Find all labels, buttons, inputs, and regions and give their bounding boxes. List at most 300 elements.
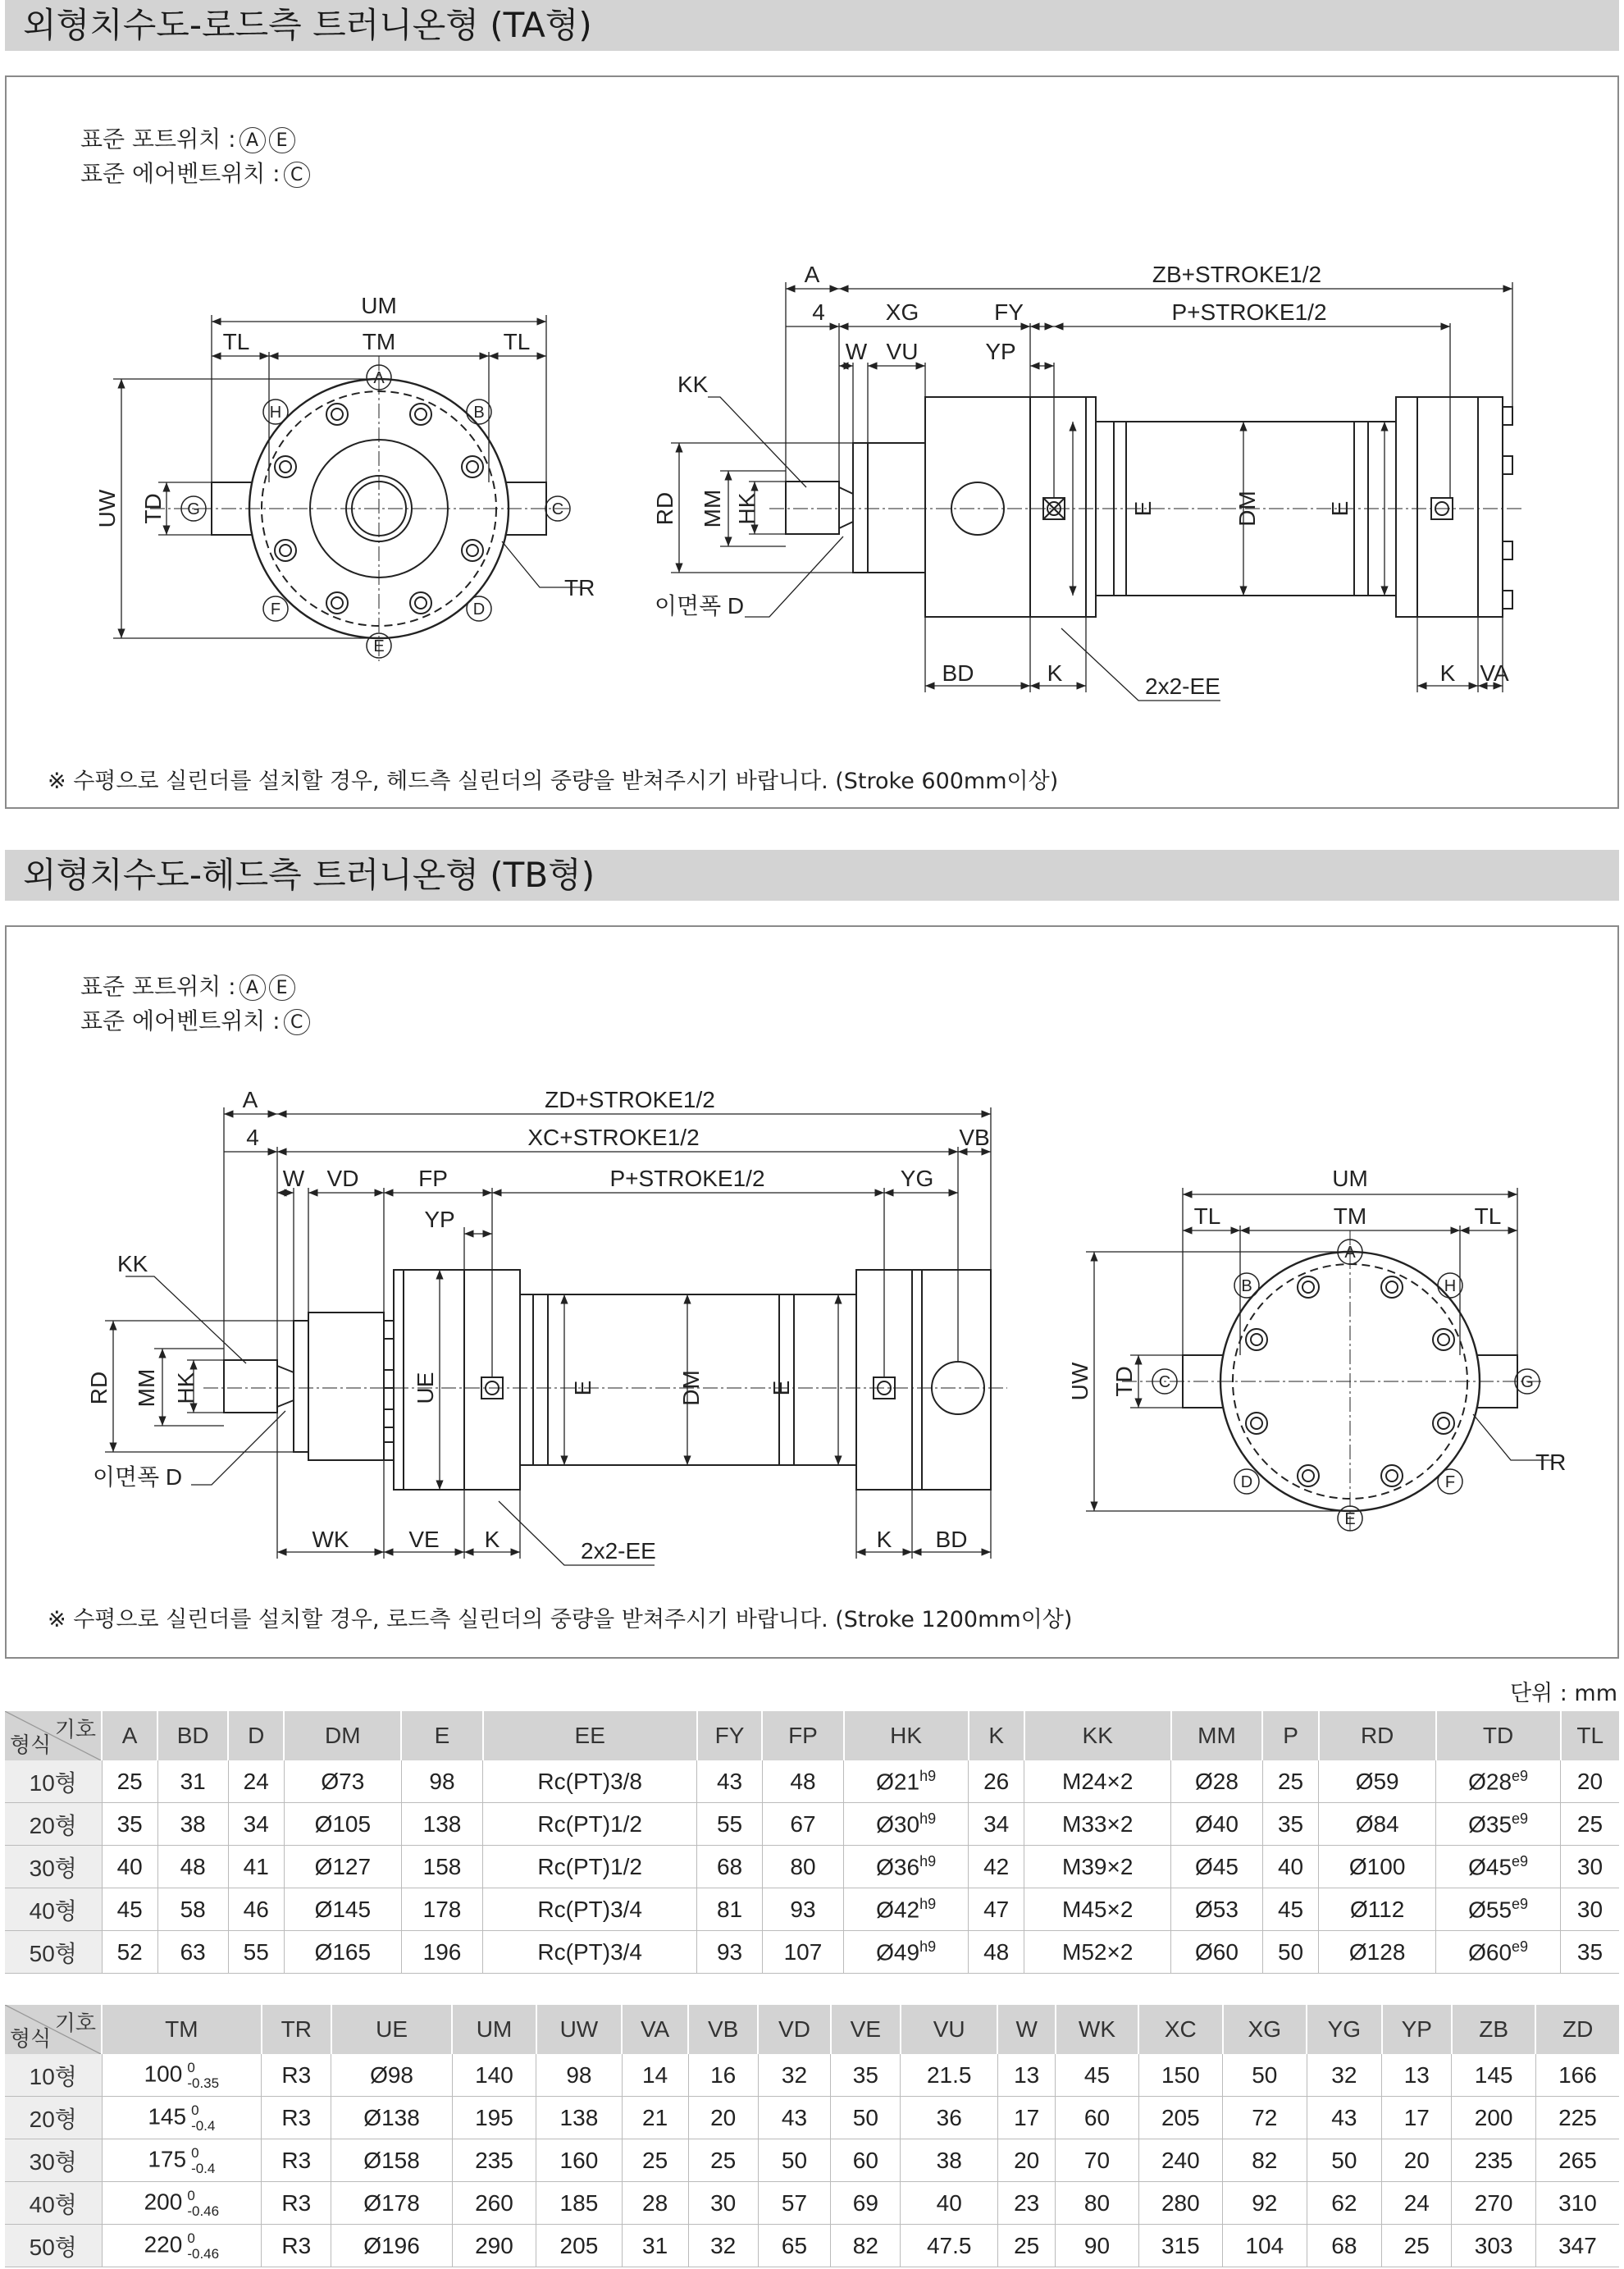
tb-side-rd: RD: [86, 1371, 112, 1405]
column-header-vb: VB: [688, 2005, 758, 2054]
cell-value: R3: [281, 2104, 312, 2130]
cell-ue: [331, 2225, 452, 2267]
cell-tr: [262, 2054, 331, 2097]
cell-value: 175: [148, 2145, 187, 2171]
cell-ue: [331, 2054, 452, 2097]
column-header-k: K: [969, 1711, 1024, 1760]
cell-value: 50: [1252, 2061, 1278, 2088]
cell-value: 166: [1558, 2061, 1597, 2088]
cell-fp: [762, 1803, 843, 1846]
cell-fy: [697, 1803, 763, 1846]
cell-value: 200: [144, 2188, 183, 2214]
column-header-tm: TM: [102, 2005, 262, 2054]
cell-value: 20: [1403, 2147, 1430, 2173]
tb-drawing-panel: [5, 925, 1619, 1659]
cell-p: [1262, 1846, 1318, 1888]
ta-side-e-left: E: [1130, 500, 1156, 517]
ta-front-port-f: F: [270, 600, 281, 619]
column-header-vd: VD: [758, 2005, 830, 2054]
cell-value: 17: [1014, 2104, 1040, 2130]
cell-zd: [1535, 2225, 1619, 2267]
row-type: 50형: [5, 1931, 102, 1974]
tb-side-wk: WK: [312, 1527, 349, 1552]
cell-value: 31: [642, 2232, 668, 2258]
tolerance-upper: 0: [191, 2144, 199, 2161]
column-header-um: UM: [452, 2005, 536, 2054]
cell-mm: [1171, 1931, 1263, 1974]
cell-value: 93: [716, 1938, 743, 1965]
cell-wk: [1056, 2182, 1138, 2225]
cell-value: 310: [1558, 2189, 1597, 2216]
cell-xg: [1223, 2054, 1307, 2097]
cell-bd: [157, 1888, 228, 1931]
column-header-vu: VU: [901, 2005, 998, 2054]
cell-value: 65: [781, 2232, 808, 2258]
corner-symbol-label: 기호: [54, 2011, 96, 2035]
ta-side-zb: ZB+STROKE1/2: [1152, 262, 1322, 287]
row-type: 30형: [5, 1846, 102, 1888]
column-header-td: TD: [1436, 1711, 1561, 1760]
table-corner: [5, 1711, 102, 1760]
cell-k: [969, 1888, 1024, 1931]
tb-port-label: 표준 포트위치 :: [80, 973, 236, 1000]
cell-xg: [1223, 2182, 1307, 2225]
cell-tl: [1561, 1888, 1619, 1931]
cell-value: 63: [180, 1938, 206, 1965]
tolerance-lower: -0.4: [191, 2117, 216, 2134]
cell-value: 158: [422, 1853, 462, 1879]
tb-front-td: TD: [1111, 1366, 1137, 1397]
cell-value: Ø42: [876, 1897, 920, 1923]
ta-front-tl-right: TL: [503, 329, 531, 354]
ta-side-ee: 2x2-EE: [1145, 673, 1220, 699]
ta-front-tr: TR: [564, 575, 595, 600]
cell-td: [1436, 1846, 1561, 1888]
column-header-e: E: [401, 1711, 482, 1760]
tolerance-lower: -0.46: [187, 2245, 220, 2262]
ta-side-xg: XG: [885, 299, 919, 325]
cell-tolerance: h9: [919, 1852, 937, 1870]
cell-value: Ø59: [1355, 1768, 1399, 1794]
cell-kk: [1024, 1931, 1171, 1974]
cell-value: 62: [1331, 2189, 1357, 2216]
cell-ue: [331, 2097, 452, 2139]
ta-front-tl-left: TL: [222, 329, 250, 354]
cell-mm: [1171, 1888, 1263, 1931]
spec-table-1: [5, 1711, 1619, 1974]
cell-value: 32: [710, 2232, 737, 2258]
ta-port-mark-e: E: [269, 127, 295, 153]
ta-vent-mark: C: [284, 162, 310, 188]
cell-tolerance: e9: [1512, 1938, 1529, 1955]
row-type: 10형: [5, 1760, 102, 1803]
cell-value: 60: [852, 2147, 878, 2173]
cell-value: 48: [790, 1768, 816, 1794]
cell-value: Ø84: [1355, 1810, 1399, 1837]
cell-value: 52: [116, 1938, 143, 1965]
cell-fy: [697, 1846, 763, 1888]
cell-rd: [1319, 1888, 1436, 1931]
ta-drawings: [7, 77, 1617, 807]
cell-value: 50: [852, 2104, 878, 2130]
cell-value: 347: [1558, 2232, 1597, 2258]
tb-side-width: 이면폭 D: [93, 1464, 183, 1490]
cell-value: 40: [1277, 1853, 1304, 1879]
cell-e: [401, 1803, 482, 1846]
cell-value: 21.5: [926, 2061, 972, 2088]
cell-vu: [901, 2054, 998, 2097]
cell-value: 35: [116, 1810, 143, 1837]
cell-ve: [831, 2054, 901, 2097]
cell-value: 140: [475, 2061, 513, 2088]
cell-mm: [1171, 1846, 1263, 1888]
column-header-hk: HK: [844, 1711, 969, 1760]
column-header-zb: ZB: [1452, 2005, 1535, 2054]
cell-tolerance: h9: [919, 1895, 937, 1912]
ta-side-width: 이면폭 D: [655, 593, 745, 619]
cell-value: 205: [1161, 2104, 1200, 2130]
cell-value: 48: [983, 1938, 1010, 1965]
tb-front-port-d: D: [1240, 1473, 1253, 1491]
cell-value: 55: [716, 1810, 743, 1837]
row-type: 20형: [5, 2097, 102, 2139]
cell-value: Ø60: [1468, 1939, 1512, 1965]
cell-va: [622, 2182, 688, 2225]
cell-value: 303: [1474, 2232, 1513, 2258]
cell-wk: [1056, 2139, 1138, 2182]
cell-value: 55: [243, 1938, 269, 1965]
cell-ee: [483, 1846, 697, 1888]
ta-side-mm: MM: [700, 489, 725, 528]
cell-p: [1262, 1931, 1318, 1974]
ta-front-um: UM: [361, 293, 397, 318]
column-header-dm: DM: [284, 1711, 401, 1760]
table-row: [5, 2225, 1619, 2267]
cell-value: 150: [1161, 2061, 1200, 2088]
cell-value: 26: [983, 1768, 1010, 1794]
cell-td: [1436, 1888, 1561, 1931]
cell-yp: [1382, 2225, 1452, 2267]
cell-value: Ø30: [876, 1811, 920, 1838]
cell-value: M52×2: [1062, 1938, 1134, 1965]
cell-value: 13: [1403, 2061, 1430, 2088]
cell-vd: [758, 2225, 830, 2267]
cell-value: 46: [243, 1896, 269, 1922]
cell-value: 25: [116, 1768, 143, 1794]
table-row: [5, 2182, 1619, 2225]
cell-d: [228, 1888, 284, 1931]
cell-bd: [157, 1803, 228, 1846]
cell-zd: [1535, 2054, 1619, 2097]
ta-side-p: P+STROKE1/2: [1171, 299, 1327, 325]
cell-vd: [758, 2054, 830, 2097]
cell-value: Ø28: [1468, 1769, 1512, 1795]
cell-value: 24: [1403, 2189, 1430, 2216]
cell-value: 43: [1331, 2104, 1357, 2130]
cell-tr: [262, 2182, 331, 2225]
cell-value: Ø98: [370, 2061, 414, 2088]
cell-value: 25: [1014, 2232, 1040, 2258]
ta-port-label: 표준 포트위치 :: [80, 126, 236, 153]
cell-tolerance: h9: [919, 1938, 937, 1955]
tb-side-a: A: [242, 1087, 258, 1112]
cell-value: 92: [1252, 2189, 1278, 2216]
tolerance-lower: -0.35: [187, 2075, 220, 2091]
tb-front-port-h: H: [1444, 1277, 1457, 1295]
cell-value: Ø45: [1195, 1853, 1239, 1879]
cell-vb: [688, 2054, 758, 2097]
tb-front-port-e: E: [1344, 1510, 1356, 1528]
tb-note: ※ 수평으로 실린더를 설치할 경우, 로드측 실린더의 중량을 받쳐주시기 바랍니다. (Stroke 1200mm이상): [48, 1607, 1073, 1632]
cell-value: 45: [116, 1896, 143, 1922]
cell-vd: [758, 2097, 830, 2139]
cell-vd: [758, 2182, 830, 2225]
cell-tolerance: e9: [1512, 1810, 1529, 1827]
ta-side-4: 4: [812, 299, 825, 325]
cell-value: 50: [1277, 1938, 1304, 1965]
cell-ee: [483, 1803, 697, 1846]
cell-xg: [1223, 2097, 1307, 2139]
cell-value: 265: [1558, 2147, 1597, 2173]
tb-side-e-right: E: [769, 1380, 794, 1396]
column-header-fy: FY: [697, 1711, 763, 1760]
cell-tolerance: [191, 2145, 215, 2176]
column-header-xg: XG: [1223, 2005, 1307, 2054]
ta-front-port-g: G: [187, 500, 200, 518]
tb-side-bd: BD: [935, 1527, 968, 1552]
table-row: [5, 1760, 1619, 1803]
cell-value: 315: [1161, 2232, 1200, 2258]
cell-value: 93: [790, 1896, 816, 1922]
cell-ve: [831, 2225, 901, 2267]
cell-value: 35: [1576, 1938, 1603, 1965]
cell-va: [622, 2225, 688, 2267]
cell-p: [1262, 1888, 1318, 1931]
cell-value: 23: [1014, 2189, 1040, 2216]
cell-value: 178: [422, 1896, 462, 1922]
tb-front-tr: TR: [1535, 1450, 1567, 1475]
tb-title: 외형치수도-헤드측 트러니온형 (TB형): [5, 850, 1619, 901]
cell-value: 160: [559, 2147, 599, 2173]
tolerance-upper: 0: [187, 2230, 195, 2246]
tb-side-k: K: [484, 1527, 500, 1552]
column-header-bd: BD: [157, 1711, 228, 1760]
tb-side-zd: ZD+STROKE1/2: [545, 1087, 715, 1112]
table-row: [5, 2139, 1619, 2182]
cell-value: 68: [716, 1853, 743, 1879]
cell-rd: [1319, 1760, 1436, 1803]
cell-rd: [1319, 1846, 1436, 1888]
spec-table-2: [5, 2005, 1619, 2267]
tolerance-upper: 0: [191, 2102, 199, 2118]
cell-value: 45: [1277, 1896, 1304, 1922]
tb-side-ve: VE: [408, 1527, 440, 1552]
cell-value: M24×2: [1062, 1768, 1134, 1794]
cell-value: 68: [1331, 2232, 1357, 2258]
cell-zb: [1452, 2097, 1535, 2139]
cell-value: 25: [642, 2147, 668, 2173]
cell-tr: [262, 2097, 331, 2139]
cell-value: 16: [710, 2061, 737, 2088]
cell-value: 70: [1083, 2147, 1111, 2173]
cell-dm: [284, 1803, 401, 1846]
tb-side-p: P+STROKE1/2: [609, 1166, 765, 1191]
column-header-a: A: [102, 1711, 157, 1760]
cell-value: 25: [1576, 1810, 1603, 1837]
cell-a: [102, 1760, 157, 1803]
tb-side-e-left: E: [570, 1380, 595, 1396]
cell-bd: [157, 1760, 228, 1803]
cell-value: Ø138: [363, 2104, 420, 2130]
cell-value: 35: [1277, 1810, 1304, 1837]
cell-value: 82: [1252, 2147, 1278, 2173]
cell-k: [969, 1931, 1024, 1974]
row-type: 20형: [5, 1803, 102, 1846]
cell-tolerance: h9: [919, 1810, 937, 1827]
cell-xc: [1138, 2225, 1222, 2267]
cell-value: Ø100: [1348, 1853, 1406, 1879]
cell-value: 82: [852, 2232, 878, 2258]
cell-fp: [762, 1888, 843, 1931]
tb-side-yg: YG: [900, 1166, 934, 1191]
cell-value: R3: [281, 2189, 312, 2216]
ta-front-view: [113, 315, 581, 661]
cell-k: [969, 1760, 1024, 1803]
cell-e: [401, 1846, 482, 1888]
tb-side-xc: XC+STROKE1/2: [527, 1125, 700, 1150]
cell-a: [102, 1931, 157, 1974]
cell-value: 43: [716, 1768, 743, 1794]
cell-value: 270: [1474, 2189, 1513, 2216]
cell-value: Ø53: [1195, 1896, 1239, 1922]
tb-vent-mark: C: [284, 1009, 310, 1035]
cell-um: [452, 2182, 536, 2225]
cell-vb: [688, 2225, 758, 2267]
cell-value: Ø35: [1468, 1811, 1512, 1838]
table-row: [5, 2097, 1619, 2139]
cell-value: Ø45: [1468, 1854, 1512, 1880]
cell-value: 48: [180, 1853, 206, 1879]
cell-yg: [1307, 2225, 1382, 2267]
column-header-va: VA: [622, 2005, 688, 2054]
cell-bd: [157, 1931, 228, 1974]
ta-drawing-panel: [5, 75, 1619, 809]
corner-type-label: 형식: [10, 1733, 52, 1757]
cell-value: 32: [781, 2061, 808, 2088]
cell-xc: [1138, 2182, 1222, 2225]
column-header-tl: TL: [1561, 1711, 1619, 1760]
cell-hk: [844, 1760, 969, 1803]
tolerance-upper: 0: [187, 2187, 195, 2203]
cell-zd: [1535, 2182, 1619, 2225]
cell-uw: [536, 2097, 622, 2139]
cell-value: Ø105: [314, 1810, 372, 1837]
column-header-d: D: [228, 1711, 284, 1760]
tb-front-um: UM: [1332, 1166, 1368, 1191]
cell-tl: [1561, 1931, 1619, 1974]
ta-side-va: VA: [1480, 660, 1509, 686]
tb-side-hk: HK: [173, 1372, 198, 1404]
tb-front-uw: UW: [1067, 1362, 1093, 1401]
cell-uw: [536, 2054, 622, 2097]
tb-front-view: [1086, 1188, 1552, 1534]
cell-value: 220: [144, 2230, 183, 2257]
cell-value: Ø127: [314, 1853, 372, 1879]
tb-side-view: [105, 1107, 1007, 1565]
cell-value: Ø49: [876, 1939, 920, 1965]
cell-value: Ø21: [876, 1769, 920, 1795]
ta-port-mark-a: A: [239, 127, 266, 153]
cell-value: Ø112: [1349, 1896, 1405, 1922]
column-header-tr: TR: [262, 2005, 331, 2054]
cell-zb: [1452, 2225, 1535, 2267]
cell-d: [228, 1931, 284, 1974]
tb-side-kk: KK: [117, 1251, 148, 1276]
cell-value: 240: [1161, 2147, 1200, 2173]
cell-value: 72: [1252, 2104, 1278, 2130]
cell-value: 38: [936, 2147, 962, 2173]
cell-um: [452, 2139, 536, 2182]
cell-value: 280: [1161, 2189, 1200, 2216]
cell-value: Ø128: [1348, 1938, 1406, 1965]
cell-vd: [758, 2139, 830, 2182]
cell-value: Rc(PT)3/4: [537, 1938, 642, 1965]
cell-value: 38: [180, 1810, 206, 1837]
cell-vu: [901, 2225, 998, 2267]
cell-uw: [536, 2182, 622, 2225]
column-header-p: P: [1262, 1711, 1318, 1760]
cell-vu: [901, 2139, 998, 2182]
cell-w: [997, 2225, 1055, 2267]
cell-td: [1436, 1760, 1561, 1803]
cell-yp: [1382, 2054, 1452, 2097]
cell-kk: [1024, 1803, 1171, 1846]
column-header-zd: ZD: [1535, 2005, 1619, 2054]
cell-ee: [483, 1931, 697, 1974]
cell-uw: [536, 2139, 622, 2182]
cell-value: 20: [710, 2104, 737, 2130]
tb-front-tl-left: TL: [1193, 1203, 1221, 1229]
cell-dm: [284, 1888, 401, 1931]
cell-tolerance: [187, 2060, 219, 2091]
cell-w: [997, 2054, 1055, 2097]
ta-side-yp: YP: [985, 339, 1016, 364]
cell-value: 17: [1403, 2104, 1430, 2130]
cell-value: 43: [781, 2104, 808, 2130]
cell-zb: [1452, 2054, 1535, 2097]
column-header-kk: KK: [1024, 1711, 1171, 1760]
row-type: 50형: [5, 2225, 102, 2267]
cell-value: R3: [281, 2061, 312, 2088]
ta-front-td: TD: [140, 493, 166, 524]
tb-side-4: 4: [246, 1125, 259, 1150]
cell-value: 24: [243, 1768, 269, 1794]
cell-zd: [1535, 2139, 1619, 2182]
cell-value: Ø158: [363, 2147, 420, 2173]
cell-value: 36: [936, 2104, 962, 2130]
tb-side-vd: VD: [326, 1166, 359, 1191]
cell-ee: [483, 1888, 697, 1931]
cell-mm: [1171, 1760, 1263, 1803]
cell-hk: [844, 1803, 969, 1846]
cell-value: 80: [790, 1853, 816, 1879]
cell-zd: [1535, 2097, 1619, 2139]
cell-value: Ø145: [314, 1896, 372, 1922]
cell-value: R3: [281, 2232, 312, 2258]
cell-value: 40: [116, 1853, 143, 1879]
cell-value: 31: [180, 1768, 206, 1794]
tb-side-yp: YP: [424, 1207, 455, 1232]
